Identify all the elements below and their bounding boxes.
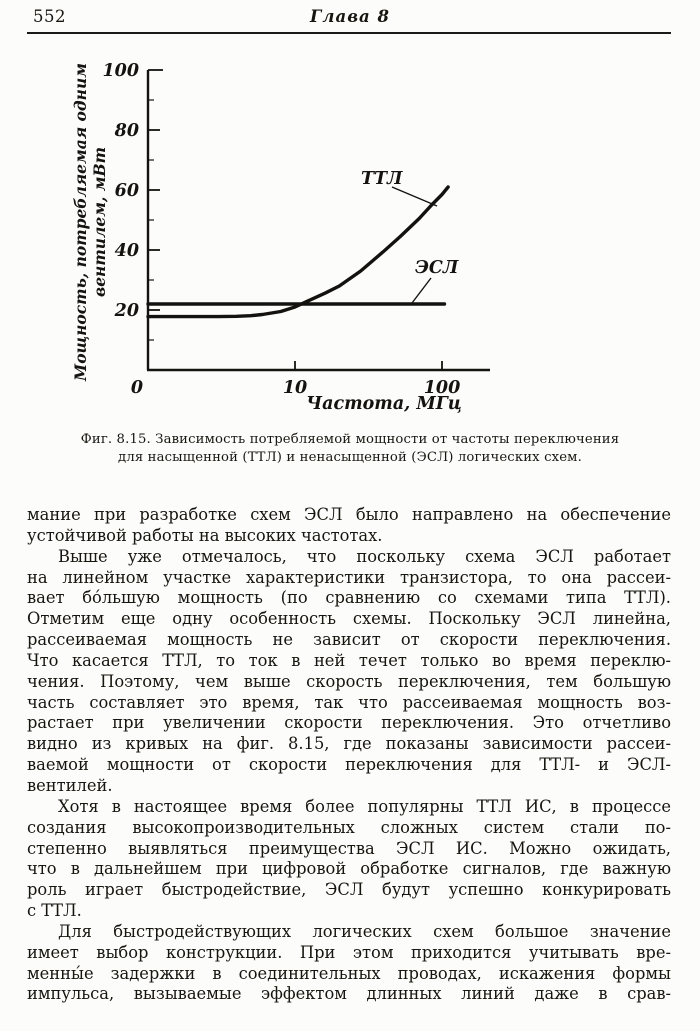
y-axis-title: Мощность, потребляемая однимвентилем, мВт — [71, 63, 109, 381]
body-line: мание при разработке схем ЭСЛ было направлено на обеспечение — [27, 505, 671, 524]
body-line: с ТТЛ. — [27, 901, 82, 921]
body-line: Хотя в настоящее время более популярны ТТЛ ИС, в процессе — [58, 796, 671, 816]
body-line: что в дальнейшем при цифровой обработке сигналов, где важную — [27, 859, 671, 879]
body-line: на линейном участке характеристики транзистора, то она рассеи- — [27, 567, 671, 587]
body-line: Что касается ТТЛ, то ток в ней течет только во время переклю- — [27, 650, 671, 670]
ecl-pointer-line — [412, 278, 431, 303]
x-tick-label: 10 — [282, 378, 308, 398]
y-tick-label: 40 — [114, 241, 139, 261]
power-vs-frequency-chart — [0, 0, 700, 425]
body-line: растает при увеличении скорости переключения. Это отчетливо — [27, 713, 671, 733]
ttl-curve-label: ТТЛ — [361, 169, 403, 189]
x-axis-title: Частота, МГц — [306, 394, 462, 414]
body-line: импульса, вызываемые эффектом длинных линий даже в срав- — [27, 984, 671, 1004]
body-text — [27, 505, 671, 1005]
body-line: Выше уже отмечалось, что поскольку схема ЭСЛ работает — [58, 546, 671, 566]
ecl-curve-label: ЭСЛ — [415, 258, 459, 278]
body-line: рассеиваемая мощность не зависит от скорости переключения. — [27, 630, 671, 650]
body-line: роль играет быстродействие, ЭСЛ будут успешно конкурировать — [27, 880, 671, 900]
figure-caption — [20, 431, 680, 467]
series-curve-ТТЛ — [148, 187, 448, 317]
body-line: ваемой мощности от скорости переключения для ТТЛ- и ЭСЛ- — [27, 755, 671, 775]
body-line: устойчивой работы на высоких частотах. — [27, 525, 383, 545]
body-line: имеет выбор конструкции. При этом приходится учитывать вре- — [27, 942, 671, 962]
body-line: менны́е задержки в соединительных проводах, искажения формы — [27, 963, 671, 983]
figure-caption-line: Фиг. 8.15. Зависимость потребляемой мощности от частоты переключения — [80, 432, 620, 447]
figure-caption-line: для насыщенной (ТТЛ) и ненасыщенной (ЭСЛ) логических схем. — [118, 450, 582, 465]
y-tick-label: 100 — [102, 61, 139, 81]
ttl-pointer-line — [392, 187, 437, 206]
body-line: степенно выявляться преимущества ЭСЛ ИС. Можно ожидать, — [27, 838, 671, 858]
body-line: вает бо́льшую мощность (по сравнению со схемами типа ТТЛ). — [27, 588, 671, 608]
body-line: создания высокопроизводительных сложных систем стали по- — [27, 817, 671, 837]
body-line: вентилей. — [27, 775, 113, 795]
body-line: Отметим еще одну особенность схемы. Поскольку ЭСЛ линейна, — [27, 609, 671, 629]
y-tick-label: 60 — [114, 181, 139, 201]
body-line: Для быстродействующих логических схем большое значение — [58, 921, 671, 941]
chapter-title: Глава 8 — [310, 7, 390, 26]
body-line: видно из кривых на фиг. 8.15, где показаны зависимости рассеи- — [27, 734, 671, 754]
y-tick-label: 20 — [114, 301, 139, 321]
page-number: 552 — [33, 7, 66, 26]
body-line: часть составляет это время, так что рассеиваемая мощность воз- — [27, 692, 671, 712]
x-tick-label: 0 — [130, 378, 144, 398]
x-tick-label: 100 — [423, 378, 461, 398]
body-line: чения. Поэтому, чем выше скорость переключения, тем большую — [27, 671, 671, 691]
y-tick-label: 80 — [114, 121, 139, 141]
